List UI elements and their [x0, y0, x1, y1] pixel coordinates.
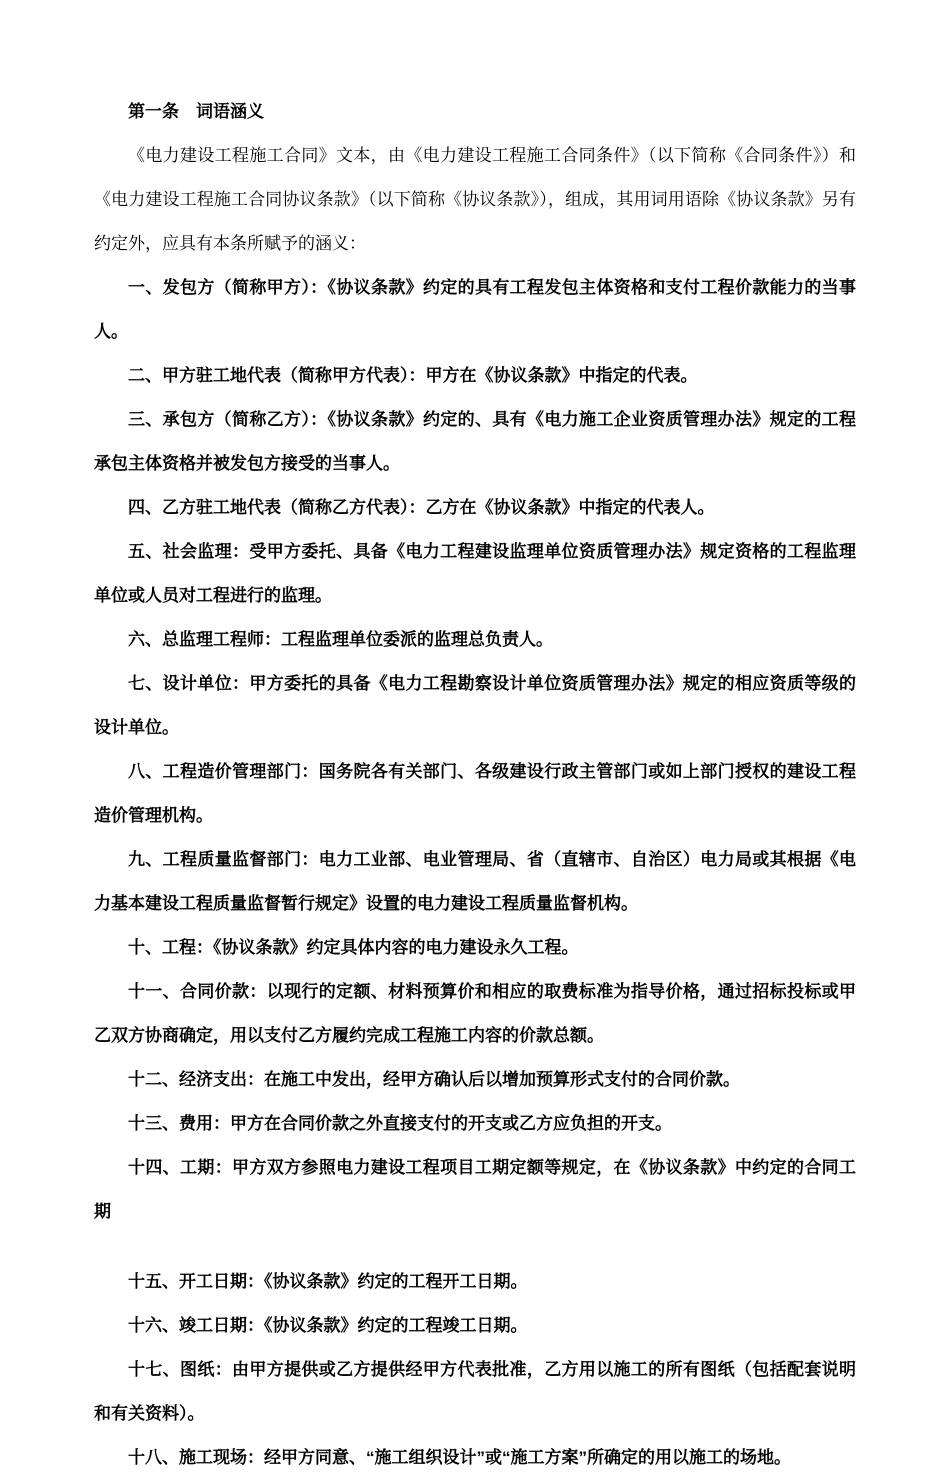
clause-11: 十一、合同价款：以现行的定额、材料预算价和相应的取费标准为指导价格，通过招标投标或甲乙双方协商确定，用以支付乙方履约完成工程施工内容的价款总额。 [94, 982, 856, 1045]
clause-15: 十五、开工日期：《协议条款》约定的工程开工日期。 [128, 1272, 528, 1291]
clause-3: 三、承包方（简称乙方）：《协议条款》约定的、具有《电力施工企业资质管理办法》规定的工程承包主体资格并被发包方接受的当事人。 [94, 410, 856, 473]
clause-1: 一、发包方（简称甲方）：《协议条款》约定的具有工程发包主体资格和支付工程价款能力的当事人。 [94, 278, 856, 341]
clause-14: 十四、工期：甲方双方参照电力建设工程项目工期定额等规定，在《协议条款》中约定的合同工期 [94, 1158, 856, 1221]
clause-6: 六、总监理工程师：工程监理单位委派的监理总负责人。 [128, 630, 553, 649]
clause-13: 十三、费用：甲方在合同价款之外直接支付的开支或乙方应负担的开支。 [128, 1114, 672, 1133]
clause-7: 七、设计单位：甲方委托的具备《电力工程勘察设计单位资质管理办法》规定的相应资质等级的设计单位。 [94, 674, 856, 737]
intro-paragraph: 《电力建设工程施工合同》文本，由《电力建设工程施工合同条件》（以下简称《合同条件》）和《电力建设工程施工合同协议条款》（以下简称《协议条款》），组成，其用词用语除《协议条款》另有约定外，应具有本条所赋予的涵义： [94, 146, 856, 253]
clause-5: 五、社会监理：受甲方委托、具备《电力工程建设监理单位资质管理办法》规定资格的工程监理单位或人员对工程进行的监理。 [94, 542, 856, 605]
clause-16: 十六、竣工日期：《协议条款》约定的工程竣工日期。 [128, 1316, 528, 1335]
clause-9: 九、工程质量监督部门：电力工业部、电业管理局、省（直辖市、自治区）电力局或其根据《电力基本建设工程质量监督暂行规定》设置的电力建设工程质量监督机构。 [94, 850, 856, 913]
clause-17: 十七、图纸：由甲方提供或乙方提供经甲方代表批准，乙方用以施工的所有图纸（包括配套说明和有关资料）。 [94, 1360, 856, 1423]
clause-18: 十八、施工现场：经甲方同意、“施工组织设计”或“施工方案”所确定的用以施工的场地。 [128, 1448, 791, 1467]
section-heading: 第一条 词语涵义 [128, 102, 264, 121]
clause-12: 十二、经济支出：在施工中发出，经甲方确认后以增加预算形式支付的合同价款。 [128, 1070, 740, 1089]
clause-4: 四、乙方驻工地代表（简称乙方代表）：乙方在《协议条款》中指定的代表人。 [128, 498, 715, 517]
clause-10: 十、工程：《协议条款》约定具体内容的电力建设永久工程。 [128, 938, 579, 957]
clause-8: 八、工程造价管理部门：国务院各有关部门、各级建设行政主管部门或如上部门授权的建设工程造价管理机构。 [94, 762, 856, 825]
clause-2: 二、甲方驻工地代表（简称甲方代表）：甲方在《协议条款》中指定的代表。 [128, 366, 698, 385]
